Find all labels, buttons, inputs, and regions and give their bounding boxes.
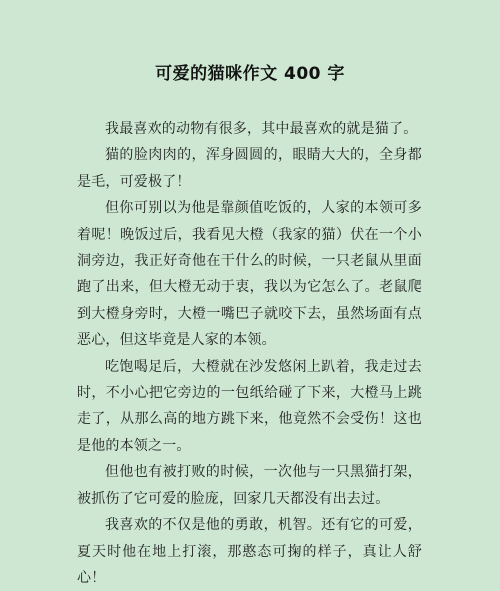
article-title: 可爱的猫咪作文 400 字 [155,64,345,84]
paragraph: 我最喜欢的动物有很多，其中最喜欢的就是猫了。 [105,121,418,137]
article-body [77,116,422,591]
paragraph: 但你可别以为他是靠颜值吃饭的，人家的本领可多着呢！晚饭过后，我看见大橙（我家的猫）伏在一个小洞旁边，我正好奇他在干什么的时候，一只老鼠从里面跑了出来，但大橙无动于衷，我以为它怎么了。老鼠爬到大橙身旁时，大橙一嘴巴子就咬下去，虽然场面有点恶心，但这毕竟是人家的本领。 [77,200,422,349]
paragraph: 但他也有被打败的时候，一次他与一只黑猫打架，被抓伤了它可爱的脸庞，回家几天都没有出去过。 [77,464,422,507]
paragraph: 我喜欢的不仅是他的勇敢，机智。还有它的可爱，夏天时他在地上打滚，那憨态可掬的样子，真让人舒心！ [77,517,422,586]
paragraph: 猫的脸肉肉的，浑身圆圆的，眼睛大大的，全身都是毛，可爱极了！ [77,147,422,190]
paragraph: 吃饱喝足后，大橙就在沙发悠闲上趴着，我走过去时，不小心把它旁边的一包纸给碰了下来，大橙马上跳走了，从那么高的地方跳下来，他竟然不会受伤！这也是他的本领之一。 [77,358,422,454]
